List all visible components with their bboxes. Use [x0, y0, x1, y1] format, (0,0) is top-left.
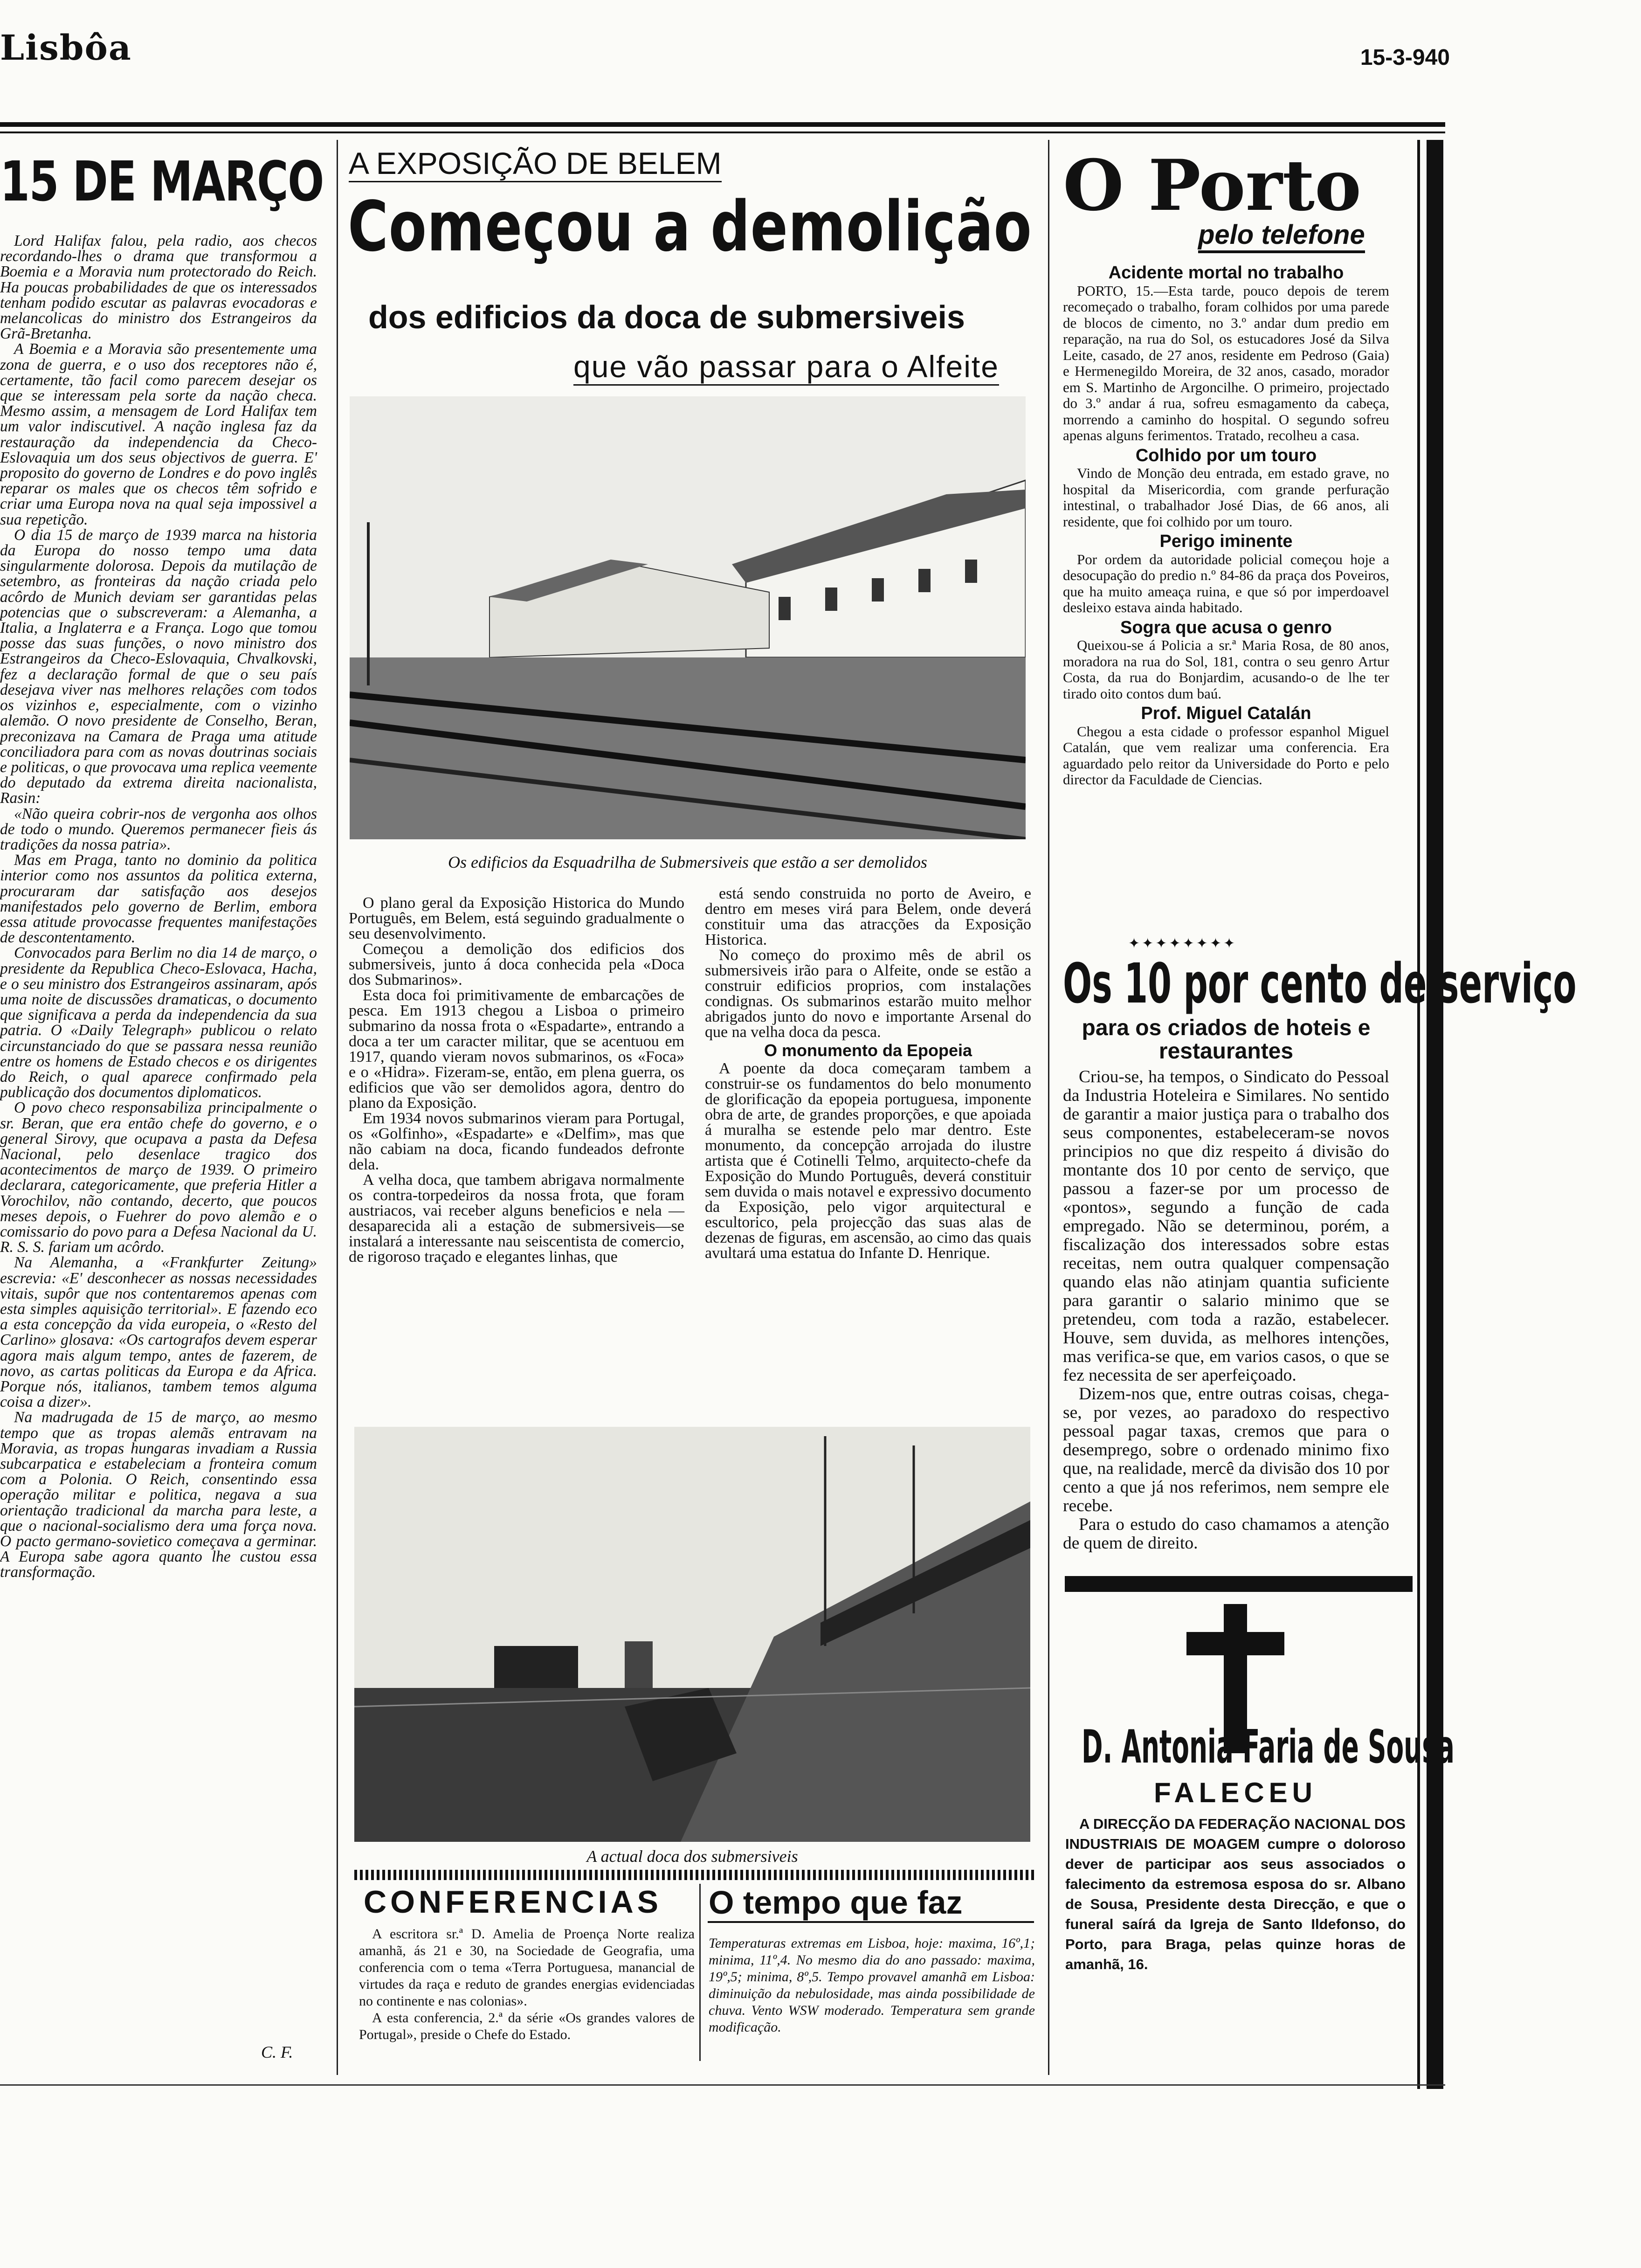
right-border-rule	[1427, 140, 1443, 2089]
weather-rule	[708, 1921, 1034, 1923]
porto-subheading: pelo telefone	[1198, 219, 1365, 253]
obituary-faleceu: FALECEU	[1153, 1777, 1317, 1808]
paragraph: «Não queira cobrir-nos de vergonha aos olhos de todo o mundo. Queremos permanecer fieis ás tradições da nossa patria».	[0, 805, 317, 853]
paragraph: O povo checo responsabiliza principalmente o sr. Beran, que era então chefe do governo, e o general Sirovy, que ocupava a pasta da Defesa Nacional, pelo desenlace tragico dos acontecimentos de março de 1939. O primeiro declarara, categoricamente, que preferia Hitler a Vorochilov, não contando, decerto, que poucos meses depois, o Fuehrer do povo alemão e o comissario do povo para a Defesa Nacional da U. R. S. S. fariam um acôrdo.	[0, 1099, 317, 1256]
top-rule	[0, 122, 1445, 127]
paragraph: O plano geral da Exposição Historica do Mundo Português, em Belem, está seguindo gradualmente o seu desenvolvimento.	[349, 894, 684, 942]
weather-body: Temperaturas extremas em Lisboa, hoje: maxima, 16º,1; minima, 11º,4. No mesmo dia do ano passado: maxima, 19º,5; minima, 8º,5. Tempo provavel amanhã em Lisboa: diminuição da nebulosidade, mas ainda possibilidade de chuva. Vento WSW moderado. Temperatura sem grande modificação.	[709, 1936, 1035, 2035]
news-text: Chegou a esta cidade o professor espanhol Miguel Catalán, que vem realizar uma conferencia. Era aguardado pelo reitor da Universidade do Porto e pelo director da Faculdade de Ciencias.	[1063, 723, 1389, 788]
top-rule-thin	[0, 131, 1445, 133]
photo2-caption: A actual doca dos submersiveis	[586, 1847, 798, 1866]
photo-dock-illustration	[354, 1427, 1030, 1842]
conferencias-body	[359, 1926, 695, 2043]
column-divider	[337, 140, 338, 2075]
section-subheading: O monumento da Epopeia	[764, 1041, 972, 1060]
article-kicker: A EXPOSIÇÃO DE BELEM	[349, 145, 722, 182]
weather-heading: O tempo que faz	[709, 1884, 963, 1921]
photo-demolished-buildings	[350, 396, 1026, 839]
porto-heading: O Porto	[1063, 145, 1362, 227]
paragraph: Convocados para Berlim no dia 14 de março, o presidente da Republica Checo-Eslovaca, Hacha, e o seu ministro dos Estrangeiros assinaram, após uma noite de discussões dramaticas, o documento que significava a perda da independencia da sua patria. O «Daily Telegraph» publicou o relato circunstanciado do que se passara nessa reunião entre os homens de Estado checos e os dirigentes do Reich, o qual aparece confirmado pela publicação dos documentos diplomaticos.	[0, 944, 317, 1101]
left-article-heading: 15 DE MARÇO	[0, 149, 324, 214]
news-text: PORTO, 15.—Esta tarde, pouco depois de terem recomeçado o trabalho, foram colhidos por uma parede de blocos de cimento, no 3.º andar dum predio em reparação, na rua do Sol, os estucadores José da Silva Leite, casado, de 27 anos, residente em Pedroso (Gaia) e Hermenegildo Moreira, de 32 anos, casado, morador em S. Martinho de Argoncilhe. O primeiro, projectado do 3.º andar á rua, sofreu esmagamento da cabeça, morrendo a caminho do hospital. O segundo sofreu apenas alguns ferimentos. Tratado, recolheu a casa.	[1063, 282, 1389, 443]
servico-headline: Os 10 por cento de serviço	[1063, 951, 1577, 1016]
paragraph: Na Alemanha, a «Frankfurter Zeitung» escrevia: «E' desconhecer as nossas necessidades vitais, supôr que nos contentaremos apenas com esta simples aquisição territorial». E fazendo eco a esta concepção da vida europeia, o «Resto del Carlino» glosava: «Os cartografos devem esperar agora mais algum tempo, antes de fazerem, de novo, as cartas politicas da Europa e da Africa. Porque nós, italianos, tambem temos alguma coisa a dizer».	[0, 1254, 317, 1411]
news-text: Queixou-se á Policia a sr.ª Maria Rosa, de 80 anos, moradora na rua do Sol, 181, contra o seu genro Artur Costa, da rua do Bonjardim, acusando-o de lhe ter tirado oito contos dum baú.	[1063, 637, 1389, 702]
paragraph: A velha doca, que tambem abrigava normalmente os contra-torpedeiros da nossa frota, que foram austriacos, vai receber alguns beneficios e nela —desaparecida ali a estação de submersiveis—se instalará a interessante nau seiscentista de comercio, de rigoroso traçado e elegantes linhas, que	[349, 1171, 684, 1265]
porto-news-list	[1063, 261, 1389, 788]
article-column-a	[349, 895, 684, 1265]
news-text: Vindo de Monção deu entrada, em estado grave, no hospital da Misericordia, com grande perfuração intestinal, o trabalhador José Dias, de 66 anos, ali residente, que foi colhido por um touro.	[1063, 465, 1389, 530]
paragraph: A Boemia e a Moravia são presentemente uma zona de guerra, e o uso dos receptores não é, certamente, tão facil como parecem desejar os que se interessam pela sorte da nação checa. Mesmo assim, a mensagem de Lord Halifax tem um valor indiscutivel. A nação inglesa faz da restauração da independencia da Checo-Eslovaquia um dos seus objectivos de guerra. E' proposito do governo de Londres e do povo inglês reparar os males que os checos têm sofrido e criar uma Europa nova na qual seja impossivel a sua repetição.	[0, 340, 317, 528]
news-text: Por ordem da autoridade policial começou hoje a desocupação do predio n.º 84-86 da praça dos Poveiros, que ha muito ameaça ruina, e que só por imperdoavel desleixo estava ainda habitado.	[1063, 551, 1389, 615]
article-column-b	[705, 886, 1031, 1261]
news-heading: Acidente mortal no trabalho	[1108, 263, 1344, 283]
paragraph: Dizem-nos que, entre outras coisas, chega-se, por vezes, ao paradoxo do respectivo pessoal pagar taxas, cremos que para o desemprego, sobre o ordenado minimo fixo que, na realidade, mercê da divisão dos 10 por cento a que já nos referimos, nem sempre ele recebe.	[1063, 1384, 1389, 1515]
photo-submarine-dock	[354, 1427, 1030, 1842]
paragraph: A escritora sr.ª D. Amelia de Proença Norte realiza amanhã, ás 21 e 30, na Sociedade de Geografia, uma conferencia com o tema «Terra Portuguesa, manancial de virtudes da raça e reduto de grandes energias evidenciadas no continente e nas colonias».	[359, 1926, 695, 2009]
photo-buildings-illustration	[350, 396, 1026, 839]
paragraph: No começo do proximo mês de abril os submersiveis irão para o Alfeite, onde se estão a construir edificios proprios, com instalações condignas. Os submarinos estarão muito melhor abrigados junto do novo e importante Arsenal do que na velha doca da pesca.	[705, 947, 1031, 1041]
paragraph: Mas em Praga, tanto no dominio da politica interior como nos assuntos da politica externa, procuraram dar satisfação aos desejos manifestados pelo governo de Berlim, embora essa atitude provocasse frequentes manifestações de descontentamento.	[0, 851, 317, 947]
headline-subtitle-2: que vão passar para o Alfeite	[573, 349, 999, 386]
column-divider	[1048, 140, 1049, 2075]
issue-date: 15-3-940	[1360, 45, 1450, 70]
newspaper-name: Lisbôa	[0, 28, 132, 68]
servico-body	[1063, 1068, 1389, 1553]
paragraph: Criou-se, ha tempos, o Sindicato do Pessoal da Industria Hoteleira e Similares. No sentido de garantir a maior justiça para o trabalho dos seus componentes, estabeleceram-se novos principios no que diz respeito á divisão do montante dos 10 por cento de serviço, que passou a fazer-se por um processo de «pontos», segundo a função de cada empregado. Não se determinou, porém, a fiscalização dos interessados sobre estas receitas, nem outra qualquer compensação quando elas não atinjam quantia suficiente para garantir o salario minimo que se pretendeu, com toda a razão, estabelecer. Houve, sem duvida, as melhores intenções, mas verifica-se que, em varios casos, o que se fez necessita de ser aperfeiçoado.	[1063, 1067, 1389, 1385]
cross-icon-arm	[1186, 1632, 1284, 1655]
paragraph: Para o estudo do caso chamamos a atenção de quem de direito.	[1063, 1515, 1389, 1553]
news-heading: Colhido por um touro	[1135, 445, 1317, 465]
left-article-body	[0, 233, 317, 1580]
paragraph: Em 1934 novos submarinos vieram para Portugal, os «Golfinho», «Espadarte» e «Delfim», mas que não cabiam na doca, ficando fundeados defronte dela.	[349, 1110, 684, 1173]
author-signature: C. F.	[261, 2043, 293, 2061]
obituary-body	[1065, 1814, 1406, 1974]
obituary-name: D. Antonia Faria de Sousa	[1082, 1721, 1455, 1774]
paragraph: Na madrugada de 15 de março, ao mesmo tempo que as tropas alemãs entravam na Moravia, as tropas hungaras invadiam a Russia subcarpatica e estabeleciam a fronteira comum com a Polonia. O Reich, consentindo essa operação militar e politica, negava a sua orientação tradicional da marcha para leste, a que o nacional-socialismo dera uma força nova. O pacto germano-sovietico começava a germinar. A Europa sabe agora quanto lhe custou essa transformação.	[0, 1409, 317, 1581]
headline-subtitle: dos edificios da doca de submersiveis	[368, 299, 965, 335]
paragraph: A esta conferencia, 2.ª da série «Os grandes valores de Portugal», preside o Chefe do Estado.	[359, 2010, 695, 2042]
column-divider	[699, 1884, 701, 2061]
paragraph: A DIRECÇÃO DA FEDERAÇÃO NACIONAL DOS INDUSTRIAIS DE MOAGEM cumpre o doloroso dever de participar aos seus associados o falecimento da estremosa esposa do sr. Albano de Sousa, Presidente desta Direcção, e que o funeral saírá da Igreja de Santo Ildefonso, do Porto, para Braga, pelas quinze horas de amanhã, 16.	[1065, 1816, 1406, 1972]
obituary-black-bar	[1065, 1576, 1413, 1592]
ornament-divider: ✦✦✦✦✦✦✦✦	[1128, 936, 1237, 951]
decorative-dotted-bar	[354, 1870, 1035, 1880]
paragraph: A poente da doca começaram tambem a construir-se os fundamentos do belo monumento de glorificação da epopeia portuguesa, imponente obra de arte, de grandes proporções, e que apoiada á muralha se estende pelo mar dentro. Este monumento, da concepção arrojada do ilustre artista que é Cotinelli Telmo, arquitecto-chefe da Exposição do Mundo Português, deverá constituir sem duvida o mais notavel e expressivo documento da Exposição, pelo vigor arquitectural e escultorico, pela projecção das suas alas de dezenas de figuras, em ascensão, ao cimo das quais avultará uma estatua do Infante D. Henrique.	[705, 1060, 1031, 1262]
paragraph: está sendo construida no porto de Aveiro, e dentro em meses virá para Belem, onde deverá constituir uma das atracções da Exposição Historica.	[705, 885, 1031, 948]
paragraph: O dia 15 de março de 1939 marca na historia da Europa do nosso tempo uma data singularmente dolorosa. Depois da mutilação de setembro, as fronteiras da nação criada pelo acôrdo de Munich deviam ser garantidas pelas potencias que o subscreveram: a Alemanha, a Italia, a Inglaterra e a França. Logo que tomou posse das suas funções, o novo ministro dos Estrangeiros da Checo-Eslovaquia, Chvalkovski, fez a declaração formal de que o seu país desejava viver nas melhores relações com todos os vizinhos e, especialmente, com o vizinho alemão. O novo presidente de Conselho, Beran, preconizava na Camara de Praga uma atitude conciliadora para com as novas doutrinas sociais e politicas, o que provocava uma replica veemente do deputado da extrema direita nacionalista, Rasin:	[0, 526, 317, 807]
main-headline: Começou a demolição	[348, 187, 1032, 267]
servico-subheadline: para os criados de hoteis e restaurantes	[1082, 1016, 1371, 1064]
paragraph: Esta doca foi primitivamente de embarcações de pesca. Em 1913 chegou a Lisboa o primeiro submarino da nossa frota o «Espadarte», entrando a doca a ter um caracter militar, que se acentuou em 1917, quando vieram novos submarinos, os «Foca» e o «Hidra». Fizeram-se, então, em plena guerra, os edificios que vão ser demolidos agora, dentro do plano da Exposição.	[349, 987, 684, 1112]
bottom-rule	[0, 2084, 1445, 2086]
news-heading: Sogra que acusa o genro	[1120, 617, 1332, 637]
conferencias-heading: CONFERENCIAS	[364, 1884, 662, 1920]
paragraph: Começou a demolição dos edificios dos submersiveis, junto á doca conhecida pela «Doca dos Submarinos».	[349, 940, 684, 989]
right-inner-rule	[1417, 140, 1420, 2089]
news-heading: Perigo iminente	[1159, 532, 1293, 551]
photo1-caption: Os edificios da Esquadrilha de Submersiveis que estão a ser demolidos	[448, 853, 927, 871]
news-heading: Prof. Miguel Catalán	[1141, 704, 1311, 723]
paragraph: Lord Halifax falou, pela radio, aos checos recordando-lhes o drama que transformou a Boemia e a Moravia num protectorado do Reich. Ha poucas probabilidades de que os interessados tenham podido escutar as palavras evocadoras e melancolicas do ministro dos Estrangeiros da Grã-Bretanha.	[0, 232, 317, 343]
